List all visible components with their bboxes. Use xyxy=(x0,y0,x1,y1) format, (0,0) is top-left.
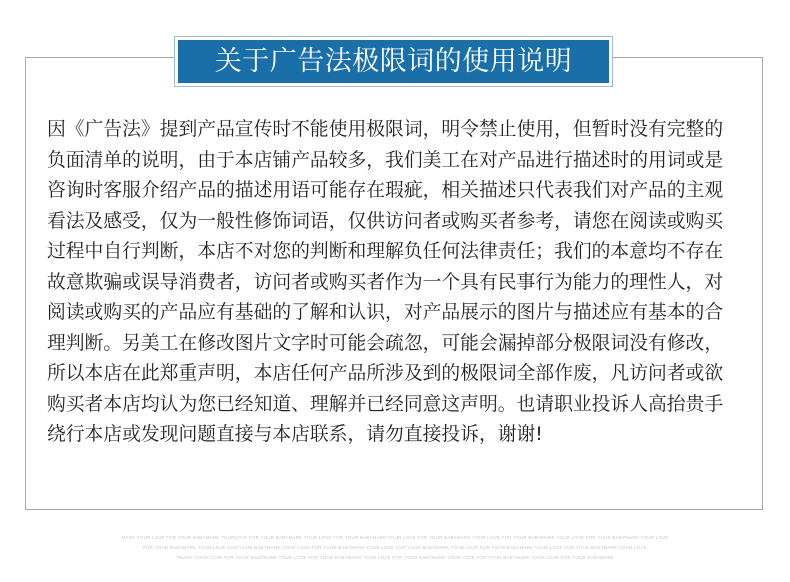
notice-body xyxy=(47,115,749,451)
notice-line: 理判断。另美工在修改图片文字时可能会疏忽，可能会漏掉部分极限词没有修改， xyxy=(47,332,724,354)
footer-watermark-line: MARK YOUR LOVE FOR YOUR BABYMARK YOURLOVE FOR YOUR BABYMARK YOUR LOVE FOR YOUR BABYMARK YOUR LOVE FOR YOUR BABYMARK YOUR LOVE FOR YOUR BABYMARK YOUR LOVE FOR YOUR BABYMARK YOUR LOVE xyxy=(121,535,669,540)
footer-watermark-line: YMARK YOUR LOVE FOR YOUR BABYMARK YOUR LOVE FOR YOUR BABYMARK YOUR LOVE FOR YOUR BABYMARK YOUR LOVE FOR YOUR BABYMARK YOUR LOVE FOR YOUR BABYMARK xyxy=(175,555,615,560)
notice-line: 咨询时客服介绍产品的描述用语可能存在瑕疵，相关描述只代表我们对产品的主观 xyxy=(47,180,724,201)
notice-line: 因《广告法》提到产品宣传时不能使用极限词，明令禁止使用，但暂时没有完整的 xyxy=(47,119,724,140)
notice-title: 关于广告法极限词的使用说明 xyxy=(175,37,612,86)
notice-line: 看法及感受，仅为一般性修饰词语，仅供访问者或购买者参考，请您在阅读或购买 xyxy=(47,210,724,232)
notice-line: 负面清单的说明，由于本店铺产品较多，我们美工在对产品进行描述时的用词或是 xyxy=(47,149,724,171)
notice-line: 购买者本店均认为您已经知道、理解并已经同意这声明。也请职业投诉人高抬贵手 xyxy=(47,393,724,415)
footer-watermark-line: FOR YOUR BABYMARK YOUR LOVE FOR YOUR BABYMARK YOUR LOVE FOR YOUR BABYMARK YOUR LOVE FOR YOUR BABYMARK YOUR LOVE FOR YOUR BABYMARK YOUR LOVE FOR YOUR BABYMARK YOUR LOVE xyxy=(143,545,647,550)
notice-line: 所以本店在此郑重声明，本店任何产品所涉及到的极限词全部作废，凡访问者或欲 xyxy=(47,363,724,384)
notice-line: 过程中自行判断，本店不对您的判断和理解负任何法律责任；我们的本意均不存在 xyxy=(47,241,724,262)
footer-watermark xyxy=(0,533,790,563)
notice-line: 阅读或购买的产品应有基础的了解和认识，对产品展示的图片与描述应有基本的合 xyxy=(47,302,724,323)
notice-line: 绕行本店或发现问题直接与本店联系，请勿直接投诉，谢谢! xyxy=(47,424,543,445)
notice-line: 故意欺骗或误导消费者，访问者或购买者作为一个具有民事行为能力的理性人，对 xyxy=(47,271,724,293)
